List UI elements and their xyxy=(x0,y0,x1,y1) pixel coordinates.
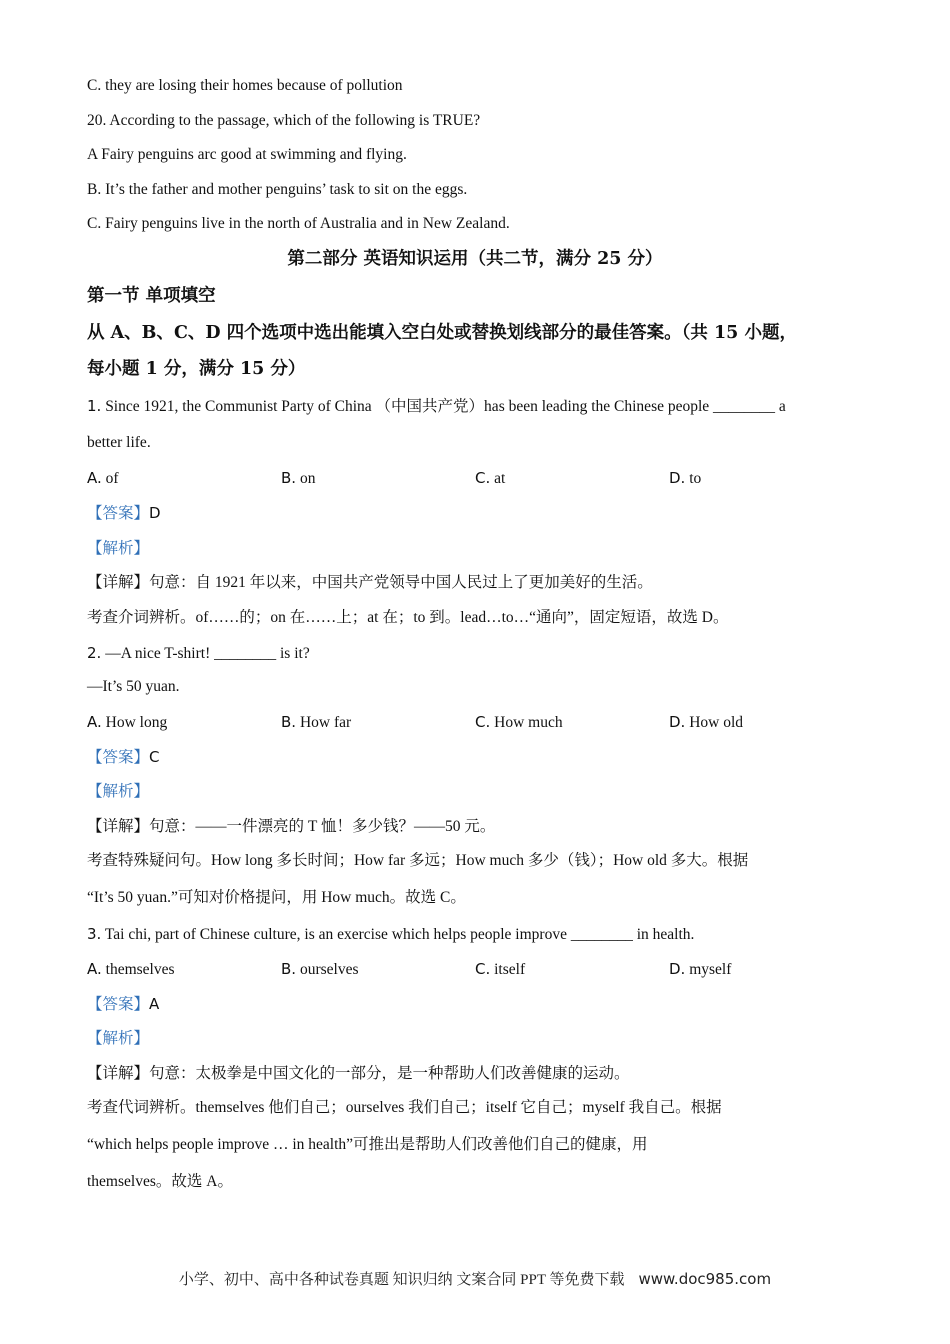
q2-explanation-line1: 考查特殊疑问句。How long 多长时间；How far 多远；How much 多少（钱）；How old 多大。根据 xyxy=(87,852,749,869)
detail-meaning: 句意：自 1921 年以来，中国共产党领导中国人民过上了更加美好的生活。 xyxy=(149,574,653,591)
q1-option-b: B. on xyxy=(281,469,316,487)
answer-value: A xyxy=(149,995,160,1013)
question-1-continued: better life. xyxy=(87,434,151,451)
q3-explanation-line3: themselves。故选 A。 xyxy=(87,1173,233,1190)
q2-explanation-line2: “It’s 50 yuan.”可知对价格提问，用 How much。故选 C。 xyxy=(87,889,466,906)
question-text: Since 1921, the Communist Party of China （中国共产党）has been leading the Chinese people ________ a xyxy=(101,398,786,415)
q3-option-a: A. themselves xyxy=(87,960,175,978)
q3-explanation-line2: “which helps people improve … in health”可推出是帮助人们改善他们自己的健康，用 xyxy=(87,1136,648,1153)
q1-option-a: A. of xyxy=(87,469,119,487)
detail-label: 【详解】 xyxy=(87,1065,150,1082)
detail-label: 【详解】 xyxy=(87,574,150,591)
q2-answer xyxy=(87,747,160,768)
question-text: —A nice T-shirt! ________ is it? xyxy=(101,645,310,662)
q2-option-b: B. How far xyxy=(281,713,352,731)
section1-heading: 第一节 单项填空 xyxy=(87,286,216,306)
question-3 xyxy=(87,924,694,945)
q3-option-c: C. itself xyxy=(475,960,526,978)
q20-option-c: C. Fairy penguins live in the north of Australia and in New Zealand. xyxy=(87,215,510,232)
footer-text: 小学、初中、高中各种试卷真题 知识归纳 文案合同 PPT 等免费下载 xyxy=(178,1272,625,1288)
q20-option-b: B. It’s the father and mother penguins’ task to sit on the eggs. xyxy=(87,181,468,198)
q1-analysis-label: 【解析】 xyxy=(87,540,150,557)
section1-instruction-line2: 每小题 1 分，满分 15 分） xyxy=(87,359,306,379)
part2-title: 第二部分 英语知识运用（共二节，满分 25 分） xyxy=(287,249,663,269)
question-number: 2. xyxy=(87,644,102,662)
q1-answer xyxy=(87,503,161,524)
q3-analysis-label: 【解析】 xyxy=(87,1030,150,1047)
q1-detail xyxy=(87,573,653,593)
question-text: Tai chi, part of Chinese culture, is an exercise which helps people improve ________ in health. xyxy=(101,926,695,943)
detail-meaning: 句意：太极拳是中国文化的一部分，是一种帮助人们改善健康的运动。 xyxy=(149,1065,630,1082)
q2-option-d: D. How old xyxy=(669,713,744,731)
q3-explanation-line1: 考查代词辨析。themselves 他们自己；ourselves 我们自己；itself 它自己；myself 我自己。根据 xyxy=(87,1099,722,1116)
q2-option-a: A. How long xyxy=(87,713,168,731)
detail-meaning: 句意：——一件漂亮的 T 恤！多少钱？——50 元。 xyxy=(149,818,496,835)
answer-label: 【答案】 xyxy=(87,505,150,522)
q2-detail xyxy=(87,817,495,837)
answer-label: 【答案】 xyxy=(87,996,150,1013)
question-2-continued: —It’s 50 yuan. xyxy=(87,678,180,695)
q3-option-d: D. myself xyxy=(669,960,732,978)
answer-label: 【答案】 xyxy=(87,749,150,766)
answer-value: C xyxy=(149,748,160,766)
q20-question: 20. According to the passage, which of the following is TRUE? xyxy=(87,112,481,129)
question-number: 1. xyxy=(87,397,102,415)
question-number: 3. xyxy=(87,925,102,943)
question-2 xyxy=(87,643,310,664)
question-1 xyxy=(87,396,786,417)
q1-option-c: C. at xyxy=(475,469,506,487)
q3-detail xyxy=(87,1064,630,1084)
q20-option-a: A Fairy penguins arc good at swimming and flying. xyxy=(87,146,407,163)
section1-instruction-line1: 从 A、B、C、D 四个选项中选出能填入空白处或替换划线部分的最佳答案。（共 15 小题， xyxy=(87,323,797,343)
q3-option-b: B. ourselves xyxy=(281,960,359,978)
q2-option-c: C. How much xyxy=(475,713,563,731)
q2-analysis-label: 【解析】 xyxy=(87,783,150,800)
answer-value: D xyxy=(149,504,161,522)
q3-answer xyxy=(87,994,159,1015)
q1-explanation: 考查介词辨析。of……的；on 在……上；at 在；to 到。lead…to…“通向”，固定短语，故选 D。 xyxy=(87,609,729,626)
footer-url[interactable]: www.doc985.com xyxy=(638,1270,772,1288)
page-footer xyxy=(0,1268,950,1289)
q1-option-d: D. to xyxy=(669,469,702,487)
detail-label: 【详解】 xyxy=(87,818,150,835)
q19-option-c: C. they are losing their homes because of pollution xyxy=(87,77,403,94)
